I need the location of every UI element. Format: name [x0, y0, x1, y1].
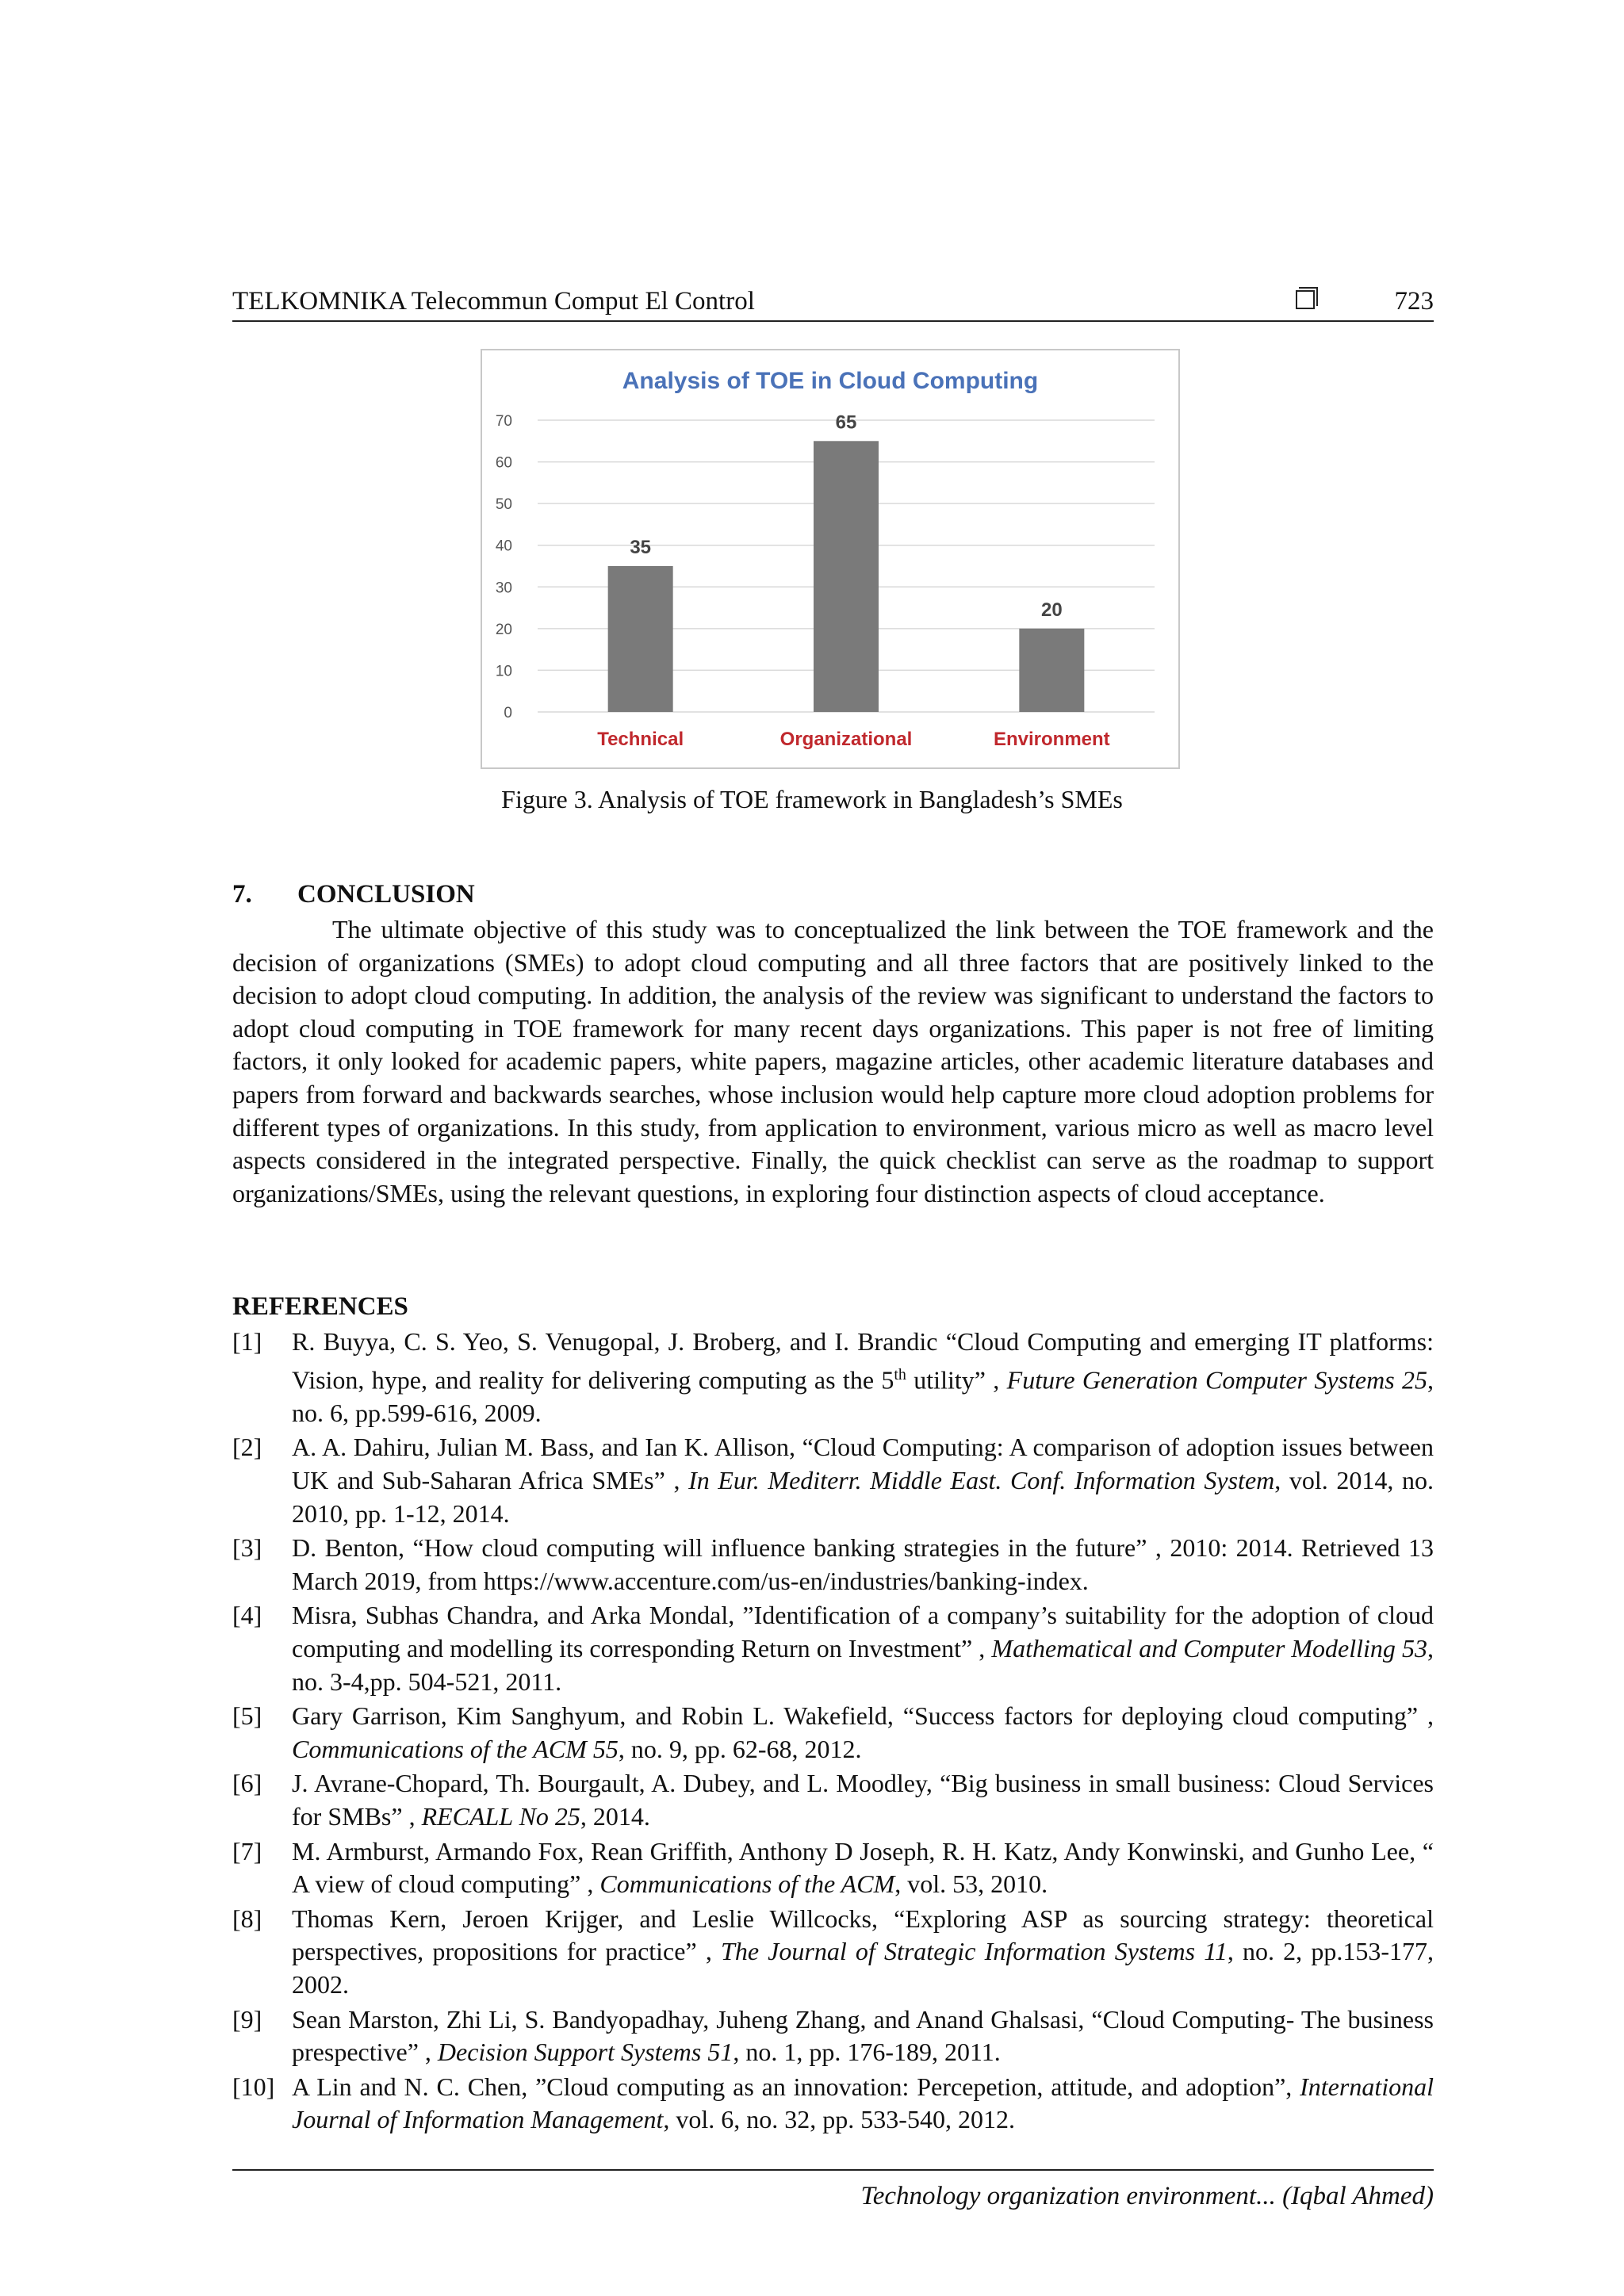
- category-label: Technical: [597, 729, 684, 750]
- reference-text: M. Armburst, Armando Fox, Rean Griffith, Anthony D Joseph, R. H. Katz, Andy Konwinski, and Gunho Lee, “ A view of cloud computing” , Communications of the ACM, vol. 53, 2010.: [292, 1836, 1434, 1899]
- reference-text: Sean Marston, Zhi Li, S. Bandyopadhay, Juheng Zhang, and Anand Ghalsasi, “Cloud Computing- The business prespective” , Decision Support Systems 51, no. 1, pp. 176-189, 2011.: [292, 2004, 1434, 2067]
- y-tick-label: 50: [495, 496, 512, 514]
- bar: [814, 441, 879, 712]
- y-tick-label: 70: [495, 413, 512, 430]
- reference-text: Gary Garrison, Kim Sanghyum, and Robin L. Wakefield, “Success factors for deploying cloud computing” , Communications of the ACM 55, no. 9, pp. 62-68, 2012.: [292, 1701, 1434, 1763]
- section-title: CONCLUSION: [297, 880, 475, 909]
- data-label: 20: [1040, 599, 1063, 621]
- figure-caption: Figure 3. Analysis of TOE framework in Bangladesh’s SMEs: [501, 785, 1123, 813]
- square-symbol-icon: [1296, 290, 1315, 309]
- category-label: Organizational: [779, 729, 913, 750]
- chart-title: Analysis of TOE in Cloud Computing: [622, 368, 1039, 394]
- category-label: Environment: [993, 729, 1110, 750]
- reference-item: [232, 1599, 1434, 1698]
- conclusion-body: [232, 913, 1434, 1210]
- y-tick-label: 20: [495, 621, 512, 638]
- reference-number: [8]: [232, 1904, 262, 1933]
- reference-item: [232, 1903, 1434, 2002]
- reference-number: [7]: [232, 1836, 262, 1866]
- reference-text: Thomas Kern, Jeroen Krijger, and Leslie Willcocks, “Exploring ASP as sourcing strategy: theoretical perspectives, propositions for practice” , The Journal of Strategic Information Systems 11, no. 2, pp.153-177, 2002.: [292, 1904, 1434, 1999]
- reference-item: [232, 2071, 1434, 2137]
- bar: [608, 566, 673, 712]
- reference-number: [4]: [232, 1601, 262, 1630]
- reference-item: [232, 1835, 1434, 1901]
- reference-source: Communications of the ACM: [599, 1869, 895, 1899]
- reference-source: In Eur. Mediterr. Middle East. Conf. Information System: [688, 1466, 1275, 1495]
- references-heading: REFERENCES: [232, 1292, 408, 1321]
- reference-source: International Journal of Information Management: [292, 2072, 1434, 2134]
- reference-number: [1]: [232, 1327, 262, 1356]
- reference-item: [232, 1326, 1434, 1429]
- reference-item: [232, 1767, 1434, 1833]
- reference-source: Future Generation Computer Systems 25: [1006, 1365, 1428, 1395]
- reference-number: [10]: [232, 2072, 275, 2101]
- reference-text: D. Benton, “How cloud computing will influence banking strategies in the future” , 2010: 2014. Retrieved 13 March 2019, from https://www.accenture.com/us-en/industries/banking-index.: [292, 1533, 1434, 1595]
- reference-item: [232, 1532, 1434, 1598]
- conclusion-heading: [232, 880, 475, 909]
- y-tick-label: 40: [495, 538, 512, 555]
- reference-superscript: th: [894, 1365, 906, 1383]
- reference-item: [232, 2003, 1434, 2069]
- data-label: 35: [630, 537, 652, 558]
- reference-source: Decision Support Systems 51: [437, 2038, 733, 2067]
- reference-text: A Lin and N. C. Chen, ”Cloud computing as an innovation: Percepetion, attitude, and adoption”, International Journal of Information Management, vol. 6, no. 32, pp. 533-540, 2012.: [292, 2072, 1434, 2134]
- y-tick-label: 10: [495, 663, 512, 680]
- reference-source: The Journal of Strategic Information Systems 11: [721, 1937, 1228, 1966]
- running-header: [232, 282, 1434, 322]
- reference-source: Mathematical and Computer Modelling 53: [991, 1634, 1428, 1663]
- toe-bar-chart: [481, 349, 1180, 769]
- page-number: 723: [1394, 287, 1434, 316]
- reference-source: Communications of the ACM 55: [292, 1734, 619, 1763]
- reference-number: [3]: [232, 1533, 262, 1563]
- data-label: 65: [835, 411, 857, 434]
- reference-text: Misra, Subhas Chandra, and Arka Mondal, ”Identification of a company’s suitability for the adoption of cloud computing and modelling its corresponding Return on Investment” , Mathematical and Computer Modelling 53, no. 3-4,pp. 504-521, 2011.: [292, 1601, 1434, 1696]
- reference-item: [232, 1431, 1434, 1530]
- reference-list: [232, 1326, 1434, 2138]
- reference-number: [6]: [232, 1769, 262, 1798]
- y-tick-label: 0: [504, 705, 512, 721]
- reference-text: A. A. Dahiru, Julian M. Bass, and Ian K. Allison, “Cloud Computing: A comparison of adoption issues between UK and Sub-Saharan Africa SMEs” , In Eur. Mediterr. Middle East. Conf. Information System, vol. 2014, no. 2010, pp. 1-12, 2014.: [292, 1433, 1434, 1528]
- reference-item: [232, 1700, 1434, 1766]
- y-tick-label: 30: [495, 580, 512, 597]
- reference-source: RECALL No 25: [421, 1801, 580, 1831]
- running-footer: Technology organization environment... (Iqbal Ahmed): [860, 2182, 1434, 2210]
- chart-canvas: [482, 350, 1178, 767]
- section-number: 7.: [232, 880, 252, 909]
- reference-number: [2]: [232, 1433, 262, 1462]
- journal-name: TELKOMNIKA Telecommun Comput El Control: [232, 287, 755, 316]
- bar: [1019, 629, 1084, 712]
- reference-text: J. Avrane-Chopard, Th. Bourgault, A. Dubey, and L. Moodley, “Big business in small business: Cloud Services for SMBs” , RECALL No 25, 2014.: [292, 1769, 1434, 1831]
- footer-rule: [232, 2169, 1434, 2171]
- reference-number: [9]: [232, 2004, 262, 2034]
- reference-number: [5]: [232, 1701, 262, 1731]
- y-tick-label: 60: [495, 454, 512, 472]
- conclusion-paragraph: The ultimate objective of this study was to conceptualized the link between the TOE framework and the decision of organizations (SMEs) to adopt cloud computing and all three factors that are positively linked to the decision to adopt cloud computing. In addition, the analysis of the review was significant to understand the factors to adopt cloud computing in TOE framework for many recent days organizations. This paper is not free of limiting factors, it only looked for academic papers, white papers, magazine articles, other academic literature databases and papers from forward and backwards searches, whose inclusion would help capture more cloud adoption problems for different types of organizations. In this study, from application to environment, various micro as well as macro level aspects considered in the integrated perspective. Finally, the quick checklist can serve as the roadmap to support organizations/SMEs, using the relevant questions, in exploring four distinction aspects of cloud acceptance.: [232, 915, 1434, 1207]
- reference-text: R. Buyya, C. S. Yeo, S. Venugopal, J. Broberg, and I. Brandic “Cloud Computing and emerging IT platforms: Vision, hype, and reality for delivering computing as the 5th utility” , Future Generation Computer Systems 25, no. 6, pp.599-616, 2009.: [292, 1327, 1434, 1427]
